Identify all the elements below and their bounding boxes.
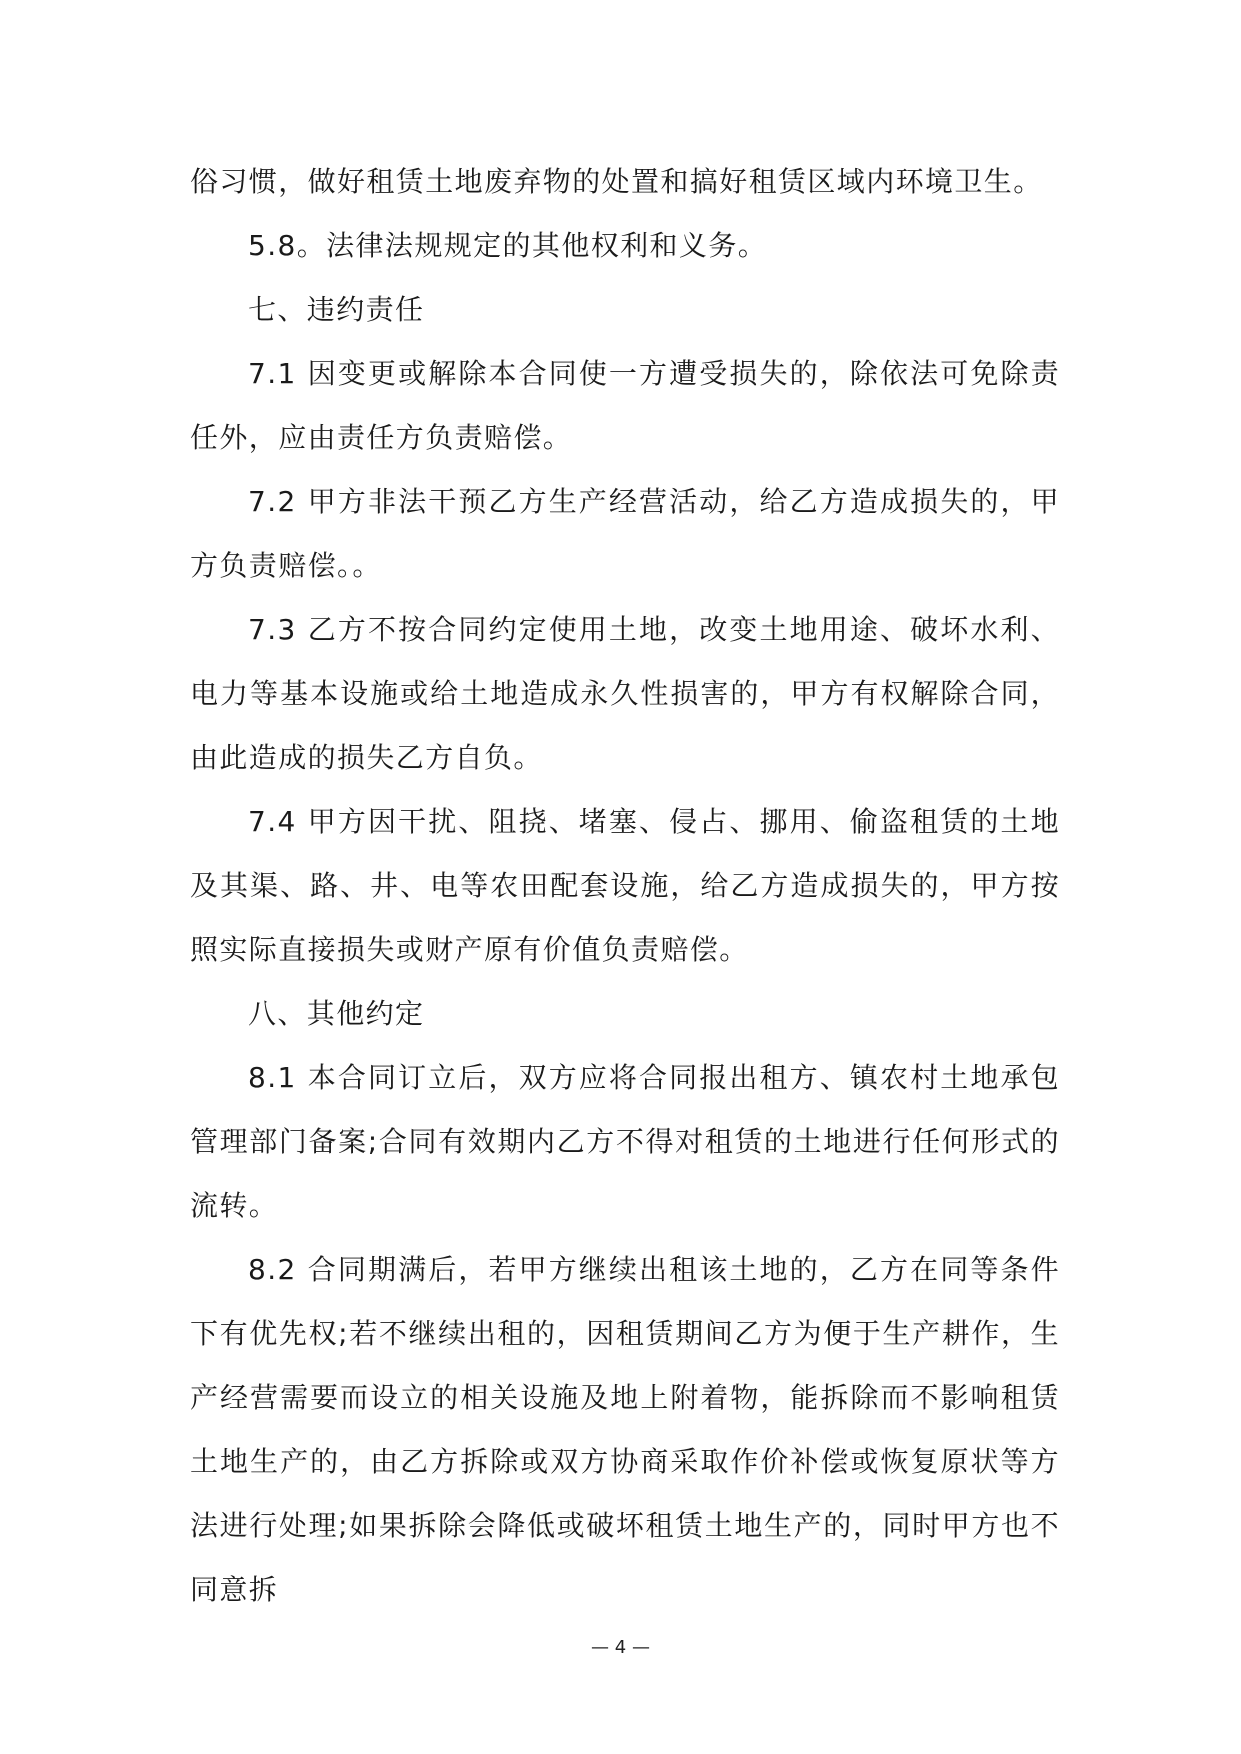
clause-7-1: 7.1 因变更或解除本合同使一方遭受损失的，除依法可免除责任外，应由责任方负责赔偿。 [190, 357, 1060, 454]
clause-7-2: 7.2 甲方非法干预乙方生产经营活动，给乙方造成损失的，甲方负责赔偿。。 [190, 485, 1060, 582]
document-body [190, 150, 1060, 1622]
clause-8-2: 8.2 合同期满后，若甲方继续出租该土地的，乙方在同等条件下有优先权;若不继续出租的，因租赁期间乙方为便于生产耕作，生产经营需要而设立的相关设施及地上附着物，能拆除而不影响租赁土地生产的，由乙方拆除或双方协商采取作价补偿或恢复原状等方法进行处理;如果拆除会降低或破坏租赁土地生产的，同时甲方也不同意拆 [190, 1253, 1060, 1606]
section-heading-other-agreements: 八、其他约定 [248, 997, 425, 1030]
page-number: — 4 — [591, 1637, 650, 1658]
clause-8-1: 8.1 本合同订立后，双方应将合同报出租方、镇农村土地承包管理部门备案;合同有效期内乙方不得对租赁的土地进行任何形式的流转。 [190, 1061, 1060, 1222]
clause-7-4: 7.4 甲方因干扰、阻挠、堵塞、侵占、挪用、偷盗租赁的土地及其渠、路、井、电等农田配套设施，给乙方造成损失的，甲方按照实际直接损失或财产原有价值负责赔偿。 [190, 805, 1060, 966]
section-heading-breach-liability: 七、违约责任 [248, 293, 425, 326]
clause-7-3: 7.3 乙方不按合同约定使用土地，改变土地用途、破坏水利、电力等基本设施或给土地造成永久性损害的，甲方有权解除合同，由此造成的损失乙方自负。 [190, 613, 1060, 774]
paragraph-continuation: 俗习惯，做好租赁土地废弃物的处置和搞好租赁区域内环境卫生。 [190, 165, 1043, 198]
clause-5-8: 5.8。法律法规规定的其他权利和义务。 [248, 229, 768, 262]
